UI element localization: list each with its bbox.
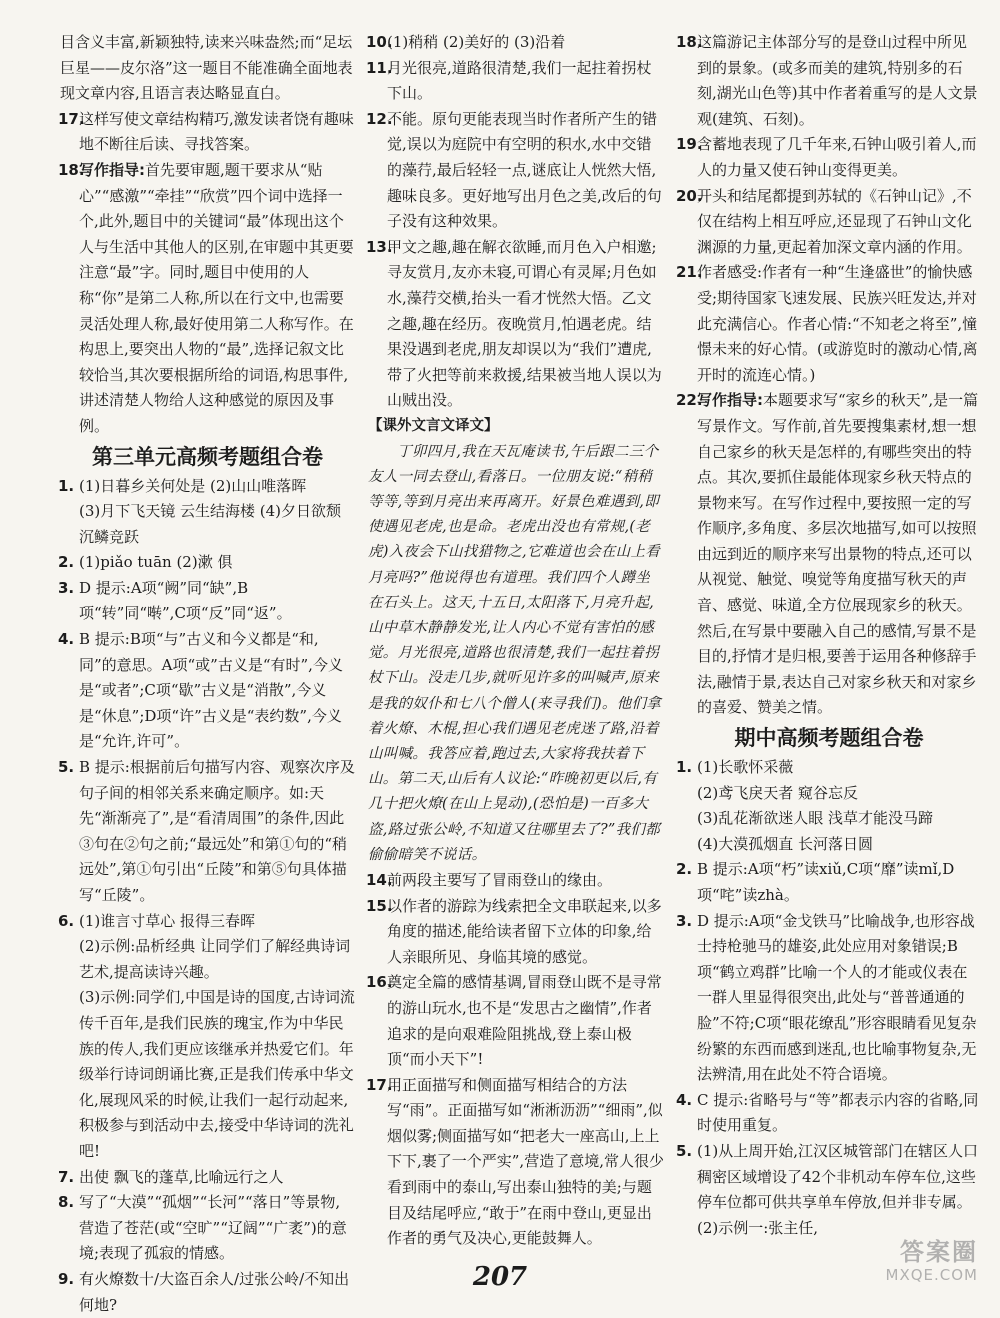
question-number: 15.: [366, 896, 393, 915]
question-number: 17.: [58, 109, 85, 128]
question-number: 9.: [58, 1269, 75, 1288]
answer-13: [368, 235, 664, 414]
question-number: 1.: [676, 758, 693, 777]
answer-text: 开头和结尾都提到苏轼的《石钟山记》,不仅在结构上相互呼应,还显现了石钟山文化渊源的力量,更起着加深文章内涵的作用。: [697, 186, 972, 256]
answer-14: [368, 868, 664, 894]
answer-text: 甲文之趣,趣在解衣欲睡,而月色入户相邀;寻友赏月,友亦未寝,可谓心有灵犀;月色如水,藻荇交横,抬头一看才恍然大悟。乙文之趣,趣在经历。夜晚赏月,怕遇老虎。结果没遇到老虎,朋友却误以为“我们”遭虎,带了火把等前来救援,结果被当地人误以为山贼出没。: [387, 237, 662, 410]
answer-column-middle: [368, 30, 664, 1252]
section-heading-midterm: 期中高频考题组合卷: [734, 726, 924, 751]
question-number: 13.: [366, 237, 393, 256]
question-number: 18.: [676, 33, 703, 51]
answer-text: 奠定全篇的感情基调,冒雨登山既不是寻常的游山玩水,也不是“发思古之幽情”,作者追求的是向艰难险阻挑战,登上泰山极顶“而小天下”!: [387, 973, 662, 1069]
watermark-logo: 答案圈: [900, 1238, 978, 1266]
answer-15: [368, 894, 664, 971]
answer-18b: [678, 30, 980, 132]
question-number: 18.: [58, 160, 85, 179]
answer-text: B 提示:根据前后句描写内容、观察次序及句子间的相邻关系来确定顺序。如:天先“渐渐亮了”,是“看清周围”的条件,因此③句在②句之前;“最远处”和第①句的“稍远处”,第①句引出“丘陵”和第⑤句具体描写“丘陵”。: [79, 758, 355, 904]
answer-2: [60, 550, 355, 576]
question-number: 3.: [676, 911, 693, 930]
question-number: 21.: [676, 263, 703, 282]
answer-text: 这样写使文章结构精巧,激发读者饶有趣味地不断往后读、寻找答案。: [79, 109, 354, 154]
answer-18: [60, 158, 355, 440]
answer-text: B 提示:B项“与”古义和今义都是“和,同”的意思。A项“或”古义是“有时”,今义是“或者”;C项“歇”古义是“消散”,今义是“休息”;D项“许”古义是“表约数”,今义是“允许,许可”。: [79, 630, 343, 751]
answer-16: [368, 970, 664, 1072]
answer-7: [60, 1165, 355, 1191]
question-number: 8.: [58, 1193, 75, 1212]
question-number: 3.: [58, 578, 75, 597]
answer-text: 这篇游记主体部分写的是登山过程中所见到的景象。(或多而美的建筑,特别多的石刻,湖光山色等)其中作者着重写的是人文景观(建筑、石刻)。: [697, 33, 978, 128]
question-number: 22.: [676, 391, 703, 410]
answer-text: C 提示:省略号与“等”都表示内容的省略,同时使用重复。: [697, 1090, 979, 1135]
answer-part: (1)从上周开始,江汉区城管部门在辖区人口稠密区域增设了42个非机动车停车位,这些停车位都可供共享单车停放,但并非专属。: [697, 1141, 979, 1212]
answer-5: [60, 755, 355, 909]
midterm-answer-2: [678, 857, 980, 908]
answer-text: D 提示:A项“金戈铁马”比喻战争,也形容战士持枪驰马的雄姿,此处应用对象错误;B项“鹤立鸡群”比喻一个人的才能或仪表在一群人里显得很突出,此处与“普普通通的脸”不符;C项“眼花缭乱”形容眼睛看见复杂纷繁的东西而感到迷乱,也比喻事物复杂,无法辨清,用在此处不符合语境。: [697, 911, 977, 1084]
translation-heading: 【课外文言文译文】: [368, 417, 499, 434]
answer-20: [678, 184, 980, 261]
answer-12: [368, 107, 664, 235]
question-number: 2.: [58, 553, 75, 572]
answer-line: (3)乱花渐欲迷人眼 浅草才能没马蹄: [697, 809, 934, 828]
question-number: 12.: [366, 109, 393, 128]
answer-text: 作者感受:作者有一种“生逢盛世”的愉快感受;期待国家飞速发展、民族兴旺发达,并对此充满信心。作者心情:“不知老之将至”,憧憬未来的好心情。(或游览时的激动心情,离开时的流连心情。): [697, 263, 978, 384]
continued-answer-text: 目含义丰富,新颖独特,读来兴味盎然;而“足坛巨星——皮尔洛”这一题目不能准确全面地表现文章内容,且语言表达略显直白。: [60, 33, 353, 103]
answer-4: [60, 627, 355, 755]
answer-line: (4)大漠孤烟直 长河落日圆: [697, 834, 874, 853]
question-number: 6.: [58, 911, 75, 930]
answer-3: [60, 576, 355, 627]
question-number: 4.: [676, 1090, 693, 1109]
question-number: 17.: [366, 1075, 393, 1094]
translation-text: 丁卯四月,我在天瓦庵读书,午后跟二三个友人一同去登山,看落日。一位朋友说:“稍稍等等,等到月亮出来再离开。好景色难遇到,即使遇见老虎,也是命。老虎出没也有常规,(老虎)入夜会下山找猎物之,它难道也会在山上看月亮吗?”他说得也有道理。我们四个人蹲坐在石头上。这天,十五日,太阳落下,月亮升起,山中草木静静发光,让人内心不觉有害怕的感觉。月光很亮,道路也很清楚,我们一起拄着拐杖下山。没走几步,就听见许多的叫喊声,原来是我的奴仆和七八个僧人(来寻我们)。他们拿着火燎、木棍,担心我们遇见老虎迷了路,沿着山叫喊。我答应着,跑过去,大家将我扶着下山。第二天,山后有人议论:“昨晚初更以后,有几十把火燎(在山上晃动),(恐怕是)一百多大盗,路过张公岭,不知道又往哪里去了?”我们都偷偷暗笑不说话。: [368, 443, 662, 863]
answer-text: (1)稍稍 (2)美好的 (3)沿着: [387, 33, 566, 51]
page-number: 207: [472, 1262, 528, 1292]
question-number: 7.: [58, 1167, 75, 1186]
answer-19: [678, 132, 980, 183]
answer-part: (1)谁言寸草心 报得三春晖: [79, 911, 256, 930]
question-number: 10.: [366, 33, 393, 51]
midterm-answer-5: [678, 1139, 980, 1241]
answer-line: (2)鸢飞戾天者 窥谷忘反: [697, 783, 859, 802]
answer-text: 写了“大漠”“孤烟”“长河”“落日”等景物,营造了苍茫(或“空旷”“辽阔”“广袤”)的意境;表现了孤寂的情感。: [79, 1193, 347, 1263]
question-number: 1.: [58, 476, 75, 495]
question-number: 19.: [676, 135, 703, 154]
answer-part: (2)示例一:张主任,: [697, 1218, 819, 1237]
answer-text: 以作者的游踪为线索把全文串联起来,以多角度的描述,能给读者留下立体的印象,给人亲眼所见、身临其境的感觉。: [387, 896, 662, 966]
answer-text: 不能。原句更能表现当时作者所产生的错觉,误以为庭院中有空明的积水,水中交错的藻荇,最后轻轻一点,谜底让人恍然大悟,趣味良多。更好地写出月色之美,改后的句子没有这种效果。: [387, 109, 662, 231]
answer-line: (1)日暮乡关何处是 (2)山山唯落晖: [79, 476, 307, 495]
answer-22: [678, 388, 980, 721]
answer-1: [60, 474, 355, 551]
answer-text: [79, 158, 355, 440]
midterm-answer-4: [678, 1088, 980, 1139]
answer-part: (2)示例:品析经典 让同学们了解经典诗词艺术,提高读诗兴趣。: [79, 937, 351, 981]
answer-column-left: [60, 30, 355, 1318]
midterm-answer-3: [678, 909, 980, 1088]
question-number: 14.: [366, 870, 393, 889]
answer-8: [60, 1190, 355, 1267]
writing-guide-label: 写作指导:: [79, 160, 145, 179]
writing-guide-label: 写作指导:: [697, 391, 763, 410]
question-number: 2.: [676, 860, 693, 879]
answer-text: D 提示:A项“阙”同“缺”,B项“转”同“啭”,C项“反”同“返”。: [79, 578, 292, 623]
answer-text: 前两段主要写了冒雨登山的缘由。: [387, 870, 613, 889]
answer-text: (1)piǎo tuān (2)漱 俱: [79, 553, 233, 572]
midterm-answer-1: [678, 755, 980, 857]
question-number: 5.: [58, 758, 75, 777]
answer-part: (3)示例:同学们,中国是诗的国度,古诗词流传千百年,是我们民族的瑰宝,作为中华民族的传人,我们更应该继承并热爱它们。年级举行诗词朗诵比赛,正是我们传承中华文化,展现风采的时候,让我们一起行动起来,积极参与到活动中去,接受中华诗词的洗礼吧!: [79, 988, 355, 1160]
answer-column-right: [678, 30, 980, 1241]
answer-11: [368, 56, 664, 107]
classical-translation: [368, 440, 664, 868]
answer-text: 用正面描写和侧面描写相结合的方法写“雨”。正面描写如“淅淅沥沥”“细雨”,似烟似雾;侧面描写如“把老大一座高山,上上下下,裹了一个严实”,营造了意境,常人很少看到雨中的泰山,写出泰山独特的美;与题目及结尾呼应,“敢于”在雨中登山,更显出作者的勇气及决心,更能鼓舞人。: [387, 1075, 664, 1248]
question-number: 4.: [58, 630, 75, 649]
question-number: 5.: [676, 1141, 693, 1160]
answer-text: [697, 388, 980, 721]
question-number: 20.: [676, 186, 703, 205]
writing-guide-text: 本题要求写“家乡的秋天”,是一篇写景作文。写作前,首先要搜集素材,想一想自己家乡的秋天是怎样的,有哪些突出的特点。其次,要抓住最能体现家乡秋天特点的景物来写。在写作过程中,要按照一定的写作顺序,多角度、多层次地描写,如可以按照由远到近的顺序来写出景物的特点,还可以从视觉、触觉、嗅觉等角度描写秋天的声音、感觉、味道,全方位展现家乡的秋天。然后,在写景中要融入自己的感情,写景不是目的,抒情才是归根,要善于运用各种修辞手法,融情于景,表达自己对家乡秋天和对家乡的喜爱、赞美之情。: [697, 391, 979, 717]
answer-line: (1)长歌怀采薇: [697, 758, 794, 777]
question-number: 11.: [366, 58, 393, 77]
answer-6: [60, 909, 355, 1165]
answer-17: [60, 107, 355, 158]
answer-text: 出使 飘飞的蓬草,比喻远行之人: [79, 1167, 284, 1186]
writing-guide-text: 首先要审题,题干要求从“贴心”“感激”“牵挂”“欣赏”四个词中选择一个,此外,题目中的关键词“最”体现出这个人与生活中其他人的区别,在审题中其更要注意“最”字。同时,题目中使用的人称“你”是第二人称,所以在行文中,也需要灵活处理人称,最好使用第二人称写作。在构思上,要突出人物的“最”,选择记叙文比较恰当,其次要根据所给的词语,构思事件,讲述清楚人物给人这种感觉的原因及事例。: [79, 160, 354, 435]
answer-text: 有火燎数十/大盗百余人/过张公岭/不知出何地?: [79, 1269, 350, 1314]
question-number: 16.: [366, 973, 393, 992]
answer-21: [678, 260, 980, 388]
answer-10: [368, 30, 664, 56]
answer-text: 月光很亮,道路很清楚,我们一起拄着拐杖下山。: [387, 58, 652, 103]
answer-17b: [368, 1073, 664, 1252]
watermark-url: MXQE.COM: [885, 1266, 978, 1284]
answer-text: B 提示:A项“朽”读xiǔ,C项“靡”读mǐ,D项“咤”读zhà。: [697, 860, 955, 904]
answer-line: (3)月下飞天镜 云生结海楼 (4)夕日欲颓 沉鳞竞跃: [79, 502, 342, 546]
answer-text: 含蓄地表现了几千年来,石钟山吸引着人,而人的力量又使石钟山变得更美。: [697, 135, 977, 179]
section-heading-unit3: 第三单元高频考题组合卷: [92, 444, 323, 469]
